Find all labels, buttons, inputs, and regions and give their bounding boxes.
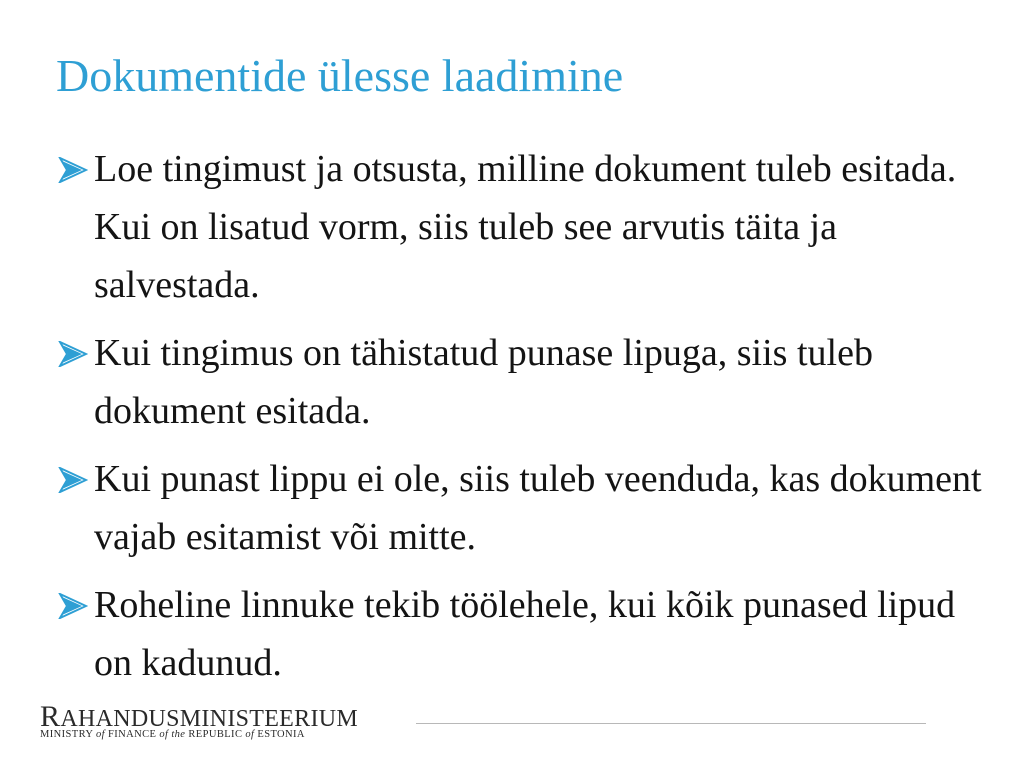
ministry-logo	[40, 700, 359, 733]
bullet-text-4: Roheline linnuke tekib töölehele, kui kõik punased lipud on kadunud.	[94, 584, 956, 684]
logo-name: AHANDUSMINISTEERIUM	[60, 706, 359, 732]
tagline-part: ESTONIA	[254, 729, 305, 740]
bullet-item-2	[58, 324, 988, 440]
arrow-bullet-icon	[58, 157, 88, 183]
bullet-item-1	[58, 140, 988, 314]
bullet-list	[58, 140, 988, 702]
logo-initial: R	[40, 700, 61, 733]
slide-title: Dokumentide ülesse laadimine	[56, 50, 624, 101]
arrow-bullet-icon	[58, 341, 88, 367]
arrow-bullet-icon	[58, 593, 88, 619]
ministry-tagline	[40, 729, 305, 741]
tagline-part: of	[96, 729, 105, 740]
footer-divider	[416, 723, 926, 724]
tagline-part: MINISTRY	[40, 729, 97, 740]
tagline-part: FINANCE	[104, 729, 160, 740]
bullet-item-4	[58, 576, 988, 692]
tagline-part: REPUBLIC	[185, 729, 246, 740]
bullet-text-3: Kui punast lippu ei ole, siis tuleb veenduda, kas dokument vajab esitamist või mitte.	[94, 458, 982, 558]
bullet-item-3	[58, 450, 988, 566]
bullet-text-1: Loe tingimust ja otsusta, milline dokument tuleb esitada. Kui on lisatud vorm, siis tuleb see arvutis täita ja salvestada.	[94, 148, 957, 306]
arrow-bullet-icon	[58, 467, 88, 493]
footer	[40, 700, 940, 748]
tagline-part: of the	[159, 729, 186, 740]
bullet-text-2: Kui tingimus on tähistatud punase lipuga, siis tuleb dokument esitada.	[94, 332, 873, 432]
tagline-part: of	[245, 729, 255, 740]
